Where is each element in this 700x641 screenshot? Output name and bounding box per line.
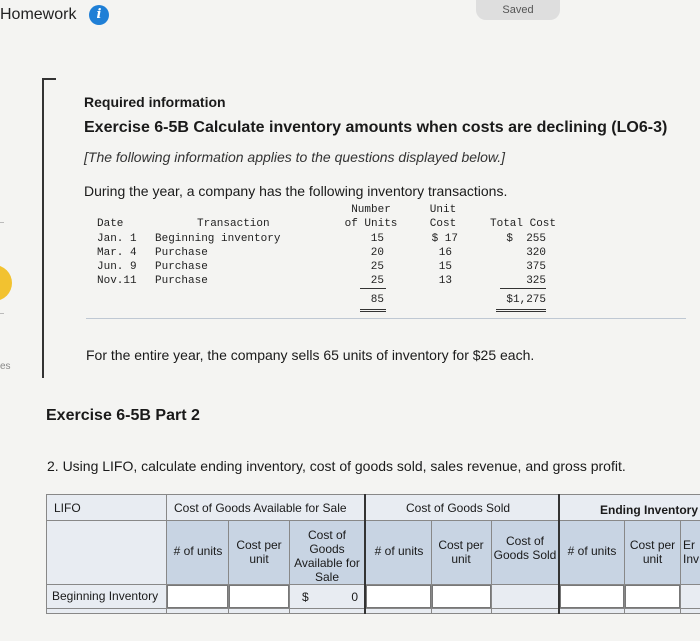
- row-transaction: Beginning inventory: [155, 233, 281, 245]
- row-cost: 16: [438, 247, 452, 259]
- beginning-cogas-value: 0: [351, 590, 358, 604]
- saved-status: Saved: [476, 0, 560, 20]
- row-date: Nov.11: [97, 275, 137, 287]
- row-date: Jan. 1: [97, 233, 137, 245]
- col-cogas: Cost of Goods Available for Sale: [294, 528, 360, 584]
- row-date: Jun. 9: [97, 261, 137, 273]
- row-total: 325: [526, 275, 546, 287]
- double-underline: [360, 309, 386, 310]
- row-units: 20: [370, 247, 384, 259]
- side-label: es: [0, 361, 11, 372]
- total-header: Total Cost: [490, 218, 557, 230]
- beginning-sold-units-input[interactable]: [366, 585, 431, 608]
- row-total: 320: [526, 247, 546, 259]
- total-units: 85: [370, 294, 384, 306]
- double-underline: [496, 311, 546, 312]
- col-ending-cost: Cost per unit: [629, 538, 676, 566]
- divider: [289, 520, 290, 614]
- row-beginning-label: Beginning Inventory: [52, 589, 159, 603]
- divider: [491, 520, 492, 614]
- applies-note: [The following information applies to the questions displayed below.]: [84, 149, 506, 165]
- info-icon[interactable]: i: [89, 5, 109, 25]
- group-sold-header: Cost of Goods Sold: [406, 501, 511, 515]
- method-label: LIFO: [54, 501, 81, 515]
- cost-header-bottom: Cost: [429, 218, 457, 230]
- row-cost: 15: [438, 261, 452, 273]
- lifo-table: [46, 494, 700, 614]
- divider: [680, 520, 681, 614]
- col-units: # of units: [173, 544, 223, 558]
- side-tab-indicator[interactable]: [0, 265, 12, 301]
- during-text: During the year, a company has the following inventory transactions.: [84, 183, 508, 199]
- row-cost: $ 17: [431, 233, 458, 245]
- underline: [500, 288, 546, 289]
- row-cost: 13: [438, 275, 452, 287]
- double-underline: [496, 309, 546, 310]
- double-underline: [360, 311, 386, 312]
- row-transaction: Purchase: [155, 247, 208, 259]
- dollar-sign: $: [302, 590, 309, 604]
- beginning-sold-cost-input[interactable]: [432, 585, 491, 608]
- col-ending-inv: Er Inv: [683, 538, 700, 566]
- top-bar: [0, 0, 700, 34]
- beginning-units-input[interactable]: [167, 585, 228, 608]
- col-cost-per-unit: Cost per unit: [438, 538, 484, 566]
- part-title: Exercise 6-5B Part 2: [46, 407, 200, 424]
- exercise-title: Exercise 6-5B Calculate inventory amounts when costs are declining (LO6-3): [84, 119, 668, 136]
- sales-text: For the entire year, the company sells 65 units of inventory for $25 each.: [86, 347, 535, 363]
- transaction-header: Transaction: [197, 218, 270, 230]
- required-info-heading: Required information: [84, 94, 226, 110]
- row-transaction: Purchase: [155, 275, 208, 287]
- group-available-header: Cost of Goods Available for Sale: [174, 501, 347, 515]
- divider: [0, 222, 4, 223]
- units-header-top: Number: [351, 204, 391, 216]
- row-total: 375: [526, 261, 546, 273]
- row-transaction: Purchase: [155, 261, 208, 273]
- beginning-ending-units-input[interactable]: [560, 585, 624, 608]
- date-header: Date: [97, 218, 124, 230]
- units-header-bottom: of Units: [344, 218, 398, 230]
- beginning-cost-input[interactable]: [229, 585, 289, 608]
- col-units: # of units: [567, 544, 617, 558]
- group-ending-header: Ending Inventory: [600, 503, 699, 517]
- divider: [0, 313, 4, 314]
- row-units: 25: [370, 275, 384, 287]
- row-units: 15: [370, 233, 384, 245]
- col-cost-per-unit: Cost per unit: [236, 538, 282, 566]
- row-total: $ 255: [506, 233, 546, 245]
- row-date: Mar. 4: [97, 247, 137, 259]
- app-title: Homework: [0, 6, 77, 23]
- row-units: 25: [370, 261, 384, 273]
- total-cost: $1,275: [506, 294, 546, 306]
- col-cogs: Cost of Goods Sold: [493, 534, 557, 562]
- cost-header-top: Unit: [429, 204, 457, 216]
- beginning-ending-cost-input[interactable]: [625, 585, 680, 608]
- divider: [46, 520, 700, 521]
- divider: [46, 608, 700, 609]
- section-divider: [86, 318, 686, 319]
- question-text: 2. Using LIFO, calculate ending inventory, cost of goods sold, sales revenue, and gross profit.: [47, 458, 626, 474]
- underline: [360, 288, 386, 289]
- col-units: # of units: [374, 544, 424, 558]
- card-corner: [42, 78, 56, 80]
